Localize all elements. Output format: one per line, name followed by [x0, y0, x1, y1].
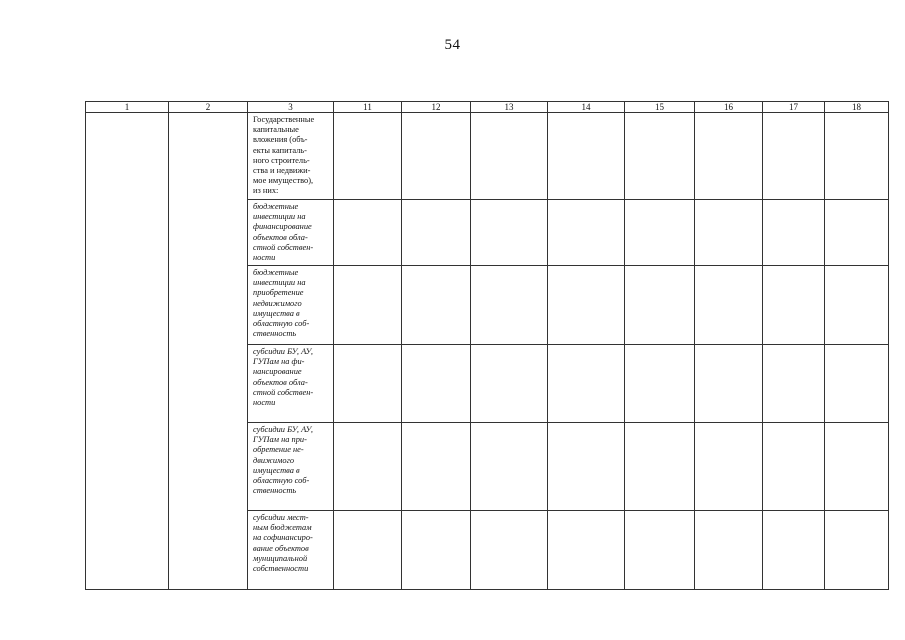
- table-cell: [763, 511, 825, 590]
- table-cell: [825, 266, 889, 345]
- table-cell: [548, 113, 625, 200]
- table-cell: [625, 511, 695, 590]
- table-cell: [763, 345, 825, 423]
- table-cell: [334, 345, 402, 423]
- table-cell: [548, 423, 625, 511]
- table-cell: [825, 423, 889, 511]
- column-header: 11: [334, 102, 402, 113]
- table-cell: [334, 511, 402, 590]
- table-cell: [471, 511, 548, 590]
- row-description: бюджетные инвестиции на финансирование объектов обла- стной собствен- ности: [248, 200, 334, 266]
- table-cell: [695, 345, 763, 423]
- table-cell: [695, 266, 763, 345]
- column-header: 14: [548, 102, 625, 113]
- table-cell: [471, 113, 548, 200]
- table-cell: [402, 345, 471, 423]
- merged-cell-col-2: [169, 113, 248, 590]
- column-header: 15: [625, 102, 695, 113]
- table-cell: [763, 200, 825, 266]
- table-cell: [825, 200, 889, 266]
- table-cell: [334, 266, 402, 345]
- row-description: бюджетные инвестиции на приобретение недвижимого имущества в областную соб- ственность: [248, 266, 334, 345]
- table-cell: [625, 266, 695, 345]
- table-cell: [402, 200, 471, 266]
- table-cell: [402, 113, 471, 200]
- page-number: 54: [444, 37, 461, 53]
- table-cell: [625, 345, 695, 423]
- row-description: субсидии БУ, АУ, ГУПам на фи- нансирование объектов обла- стной собствен- ности: [248, 345, 334, 423]
- table-cell: [548, 200, 625, 266]
- table-cell: [695, 113, 763, 200]
- column-header: 18: [825, 102, 889, 113]
- table-cell: [334, 423, 402, 511]
- table-cell: [548, 345, 625, 423]
- data-table: [85, 101, 889, 590]
- table-cell: [695, 423, 763, 511]
- column-header: 3: [248, 102, 334, 113]
- table-cell: [825, 511, 889, 590]
- column-header: 13: [471, 102, 548, 113]
- table-cell: [825, 345, 889, 423]
- table-cell: [763, 266, 825, 345]
- table-cell: [763, 423, 825, 511]
- table-cell: [471, 345, 548, 423]
- table-cell: [334, 200, 402, 266]
- table-cell: [334, 113, 402, 200]
- table-cell: [471, 200, 548, 266]
- table-cell: [695, 200, 763, 266]
- table-row: [86, 113, 889, 200]
- merged-cell-col-1: [86, 113, 169, 590]
- table-cell: [402, 423, 471, 511]
- table-cell: [402, 266, 471, 345]
- column-header: 16: [695, 102, 763, 113]
- row-description: субсидии БУ, АУ, ГУПам на при- обретение не- движимого имущества в областную соб- ственность: [248, 423, 334, 511]
- column-header: 2: [169, 102, 248, 113]
- header-row: [86, 102, 889, 113]
- column-header: 12: [402, 102, 471, 113]
- column-header: 17: [763, 102, 825, 113]
- table-cell: [471, 423, 548, 511]
- table-cell: [695, 511, 763, 590]
- table-cell: [548, 511, 625, 590]
- row-description: Государственные капитальные вложения (объ- екты капиталь- ного строитель- ства и недвижи- мое имущество), из них:: [248, 113, 334, 200]
- table-cell: [825, 113, 889, 200]
- column-header: 1: [86, 102, 169, 113]
- table-cell: [471, 266, 548, 345]
- table-cell: [763, 113, 825, 200]
- table-cell: [625, 200, 695, 266]
- table-cell: [625, 423, 695, 511]
- table-cell: [548, 266, 625, 345]
- table-cell: [625, 113, 695, 200]
- row-description: субсидии мест- ным бюджетам на софинансиро- вание объектов муниципальной собственности: [248, 511, 334, 590]
- table-cell: [402, 511, 471, 590]
